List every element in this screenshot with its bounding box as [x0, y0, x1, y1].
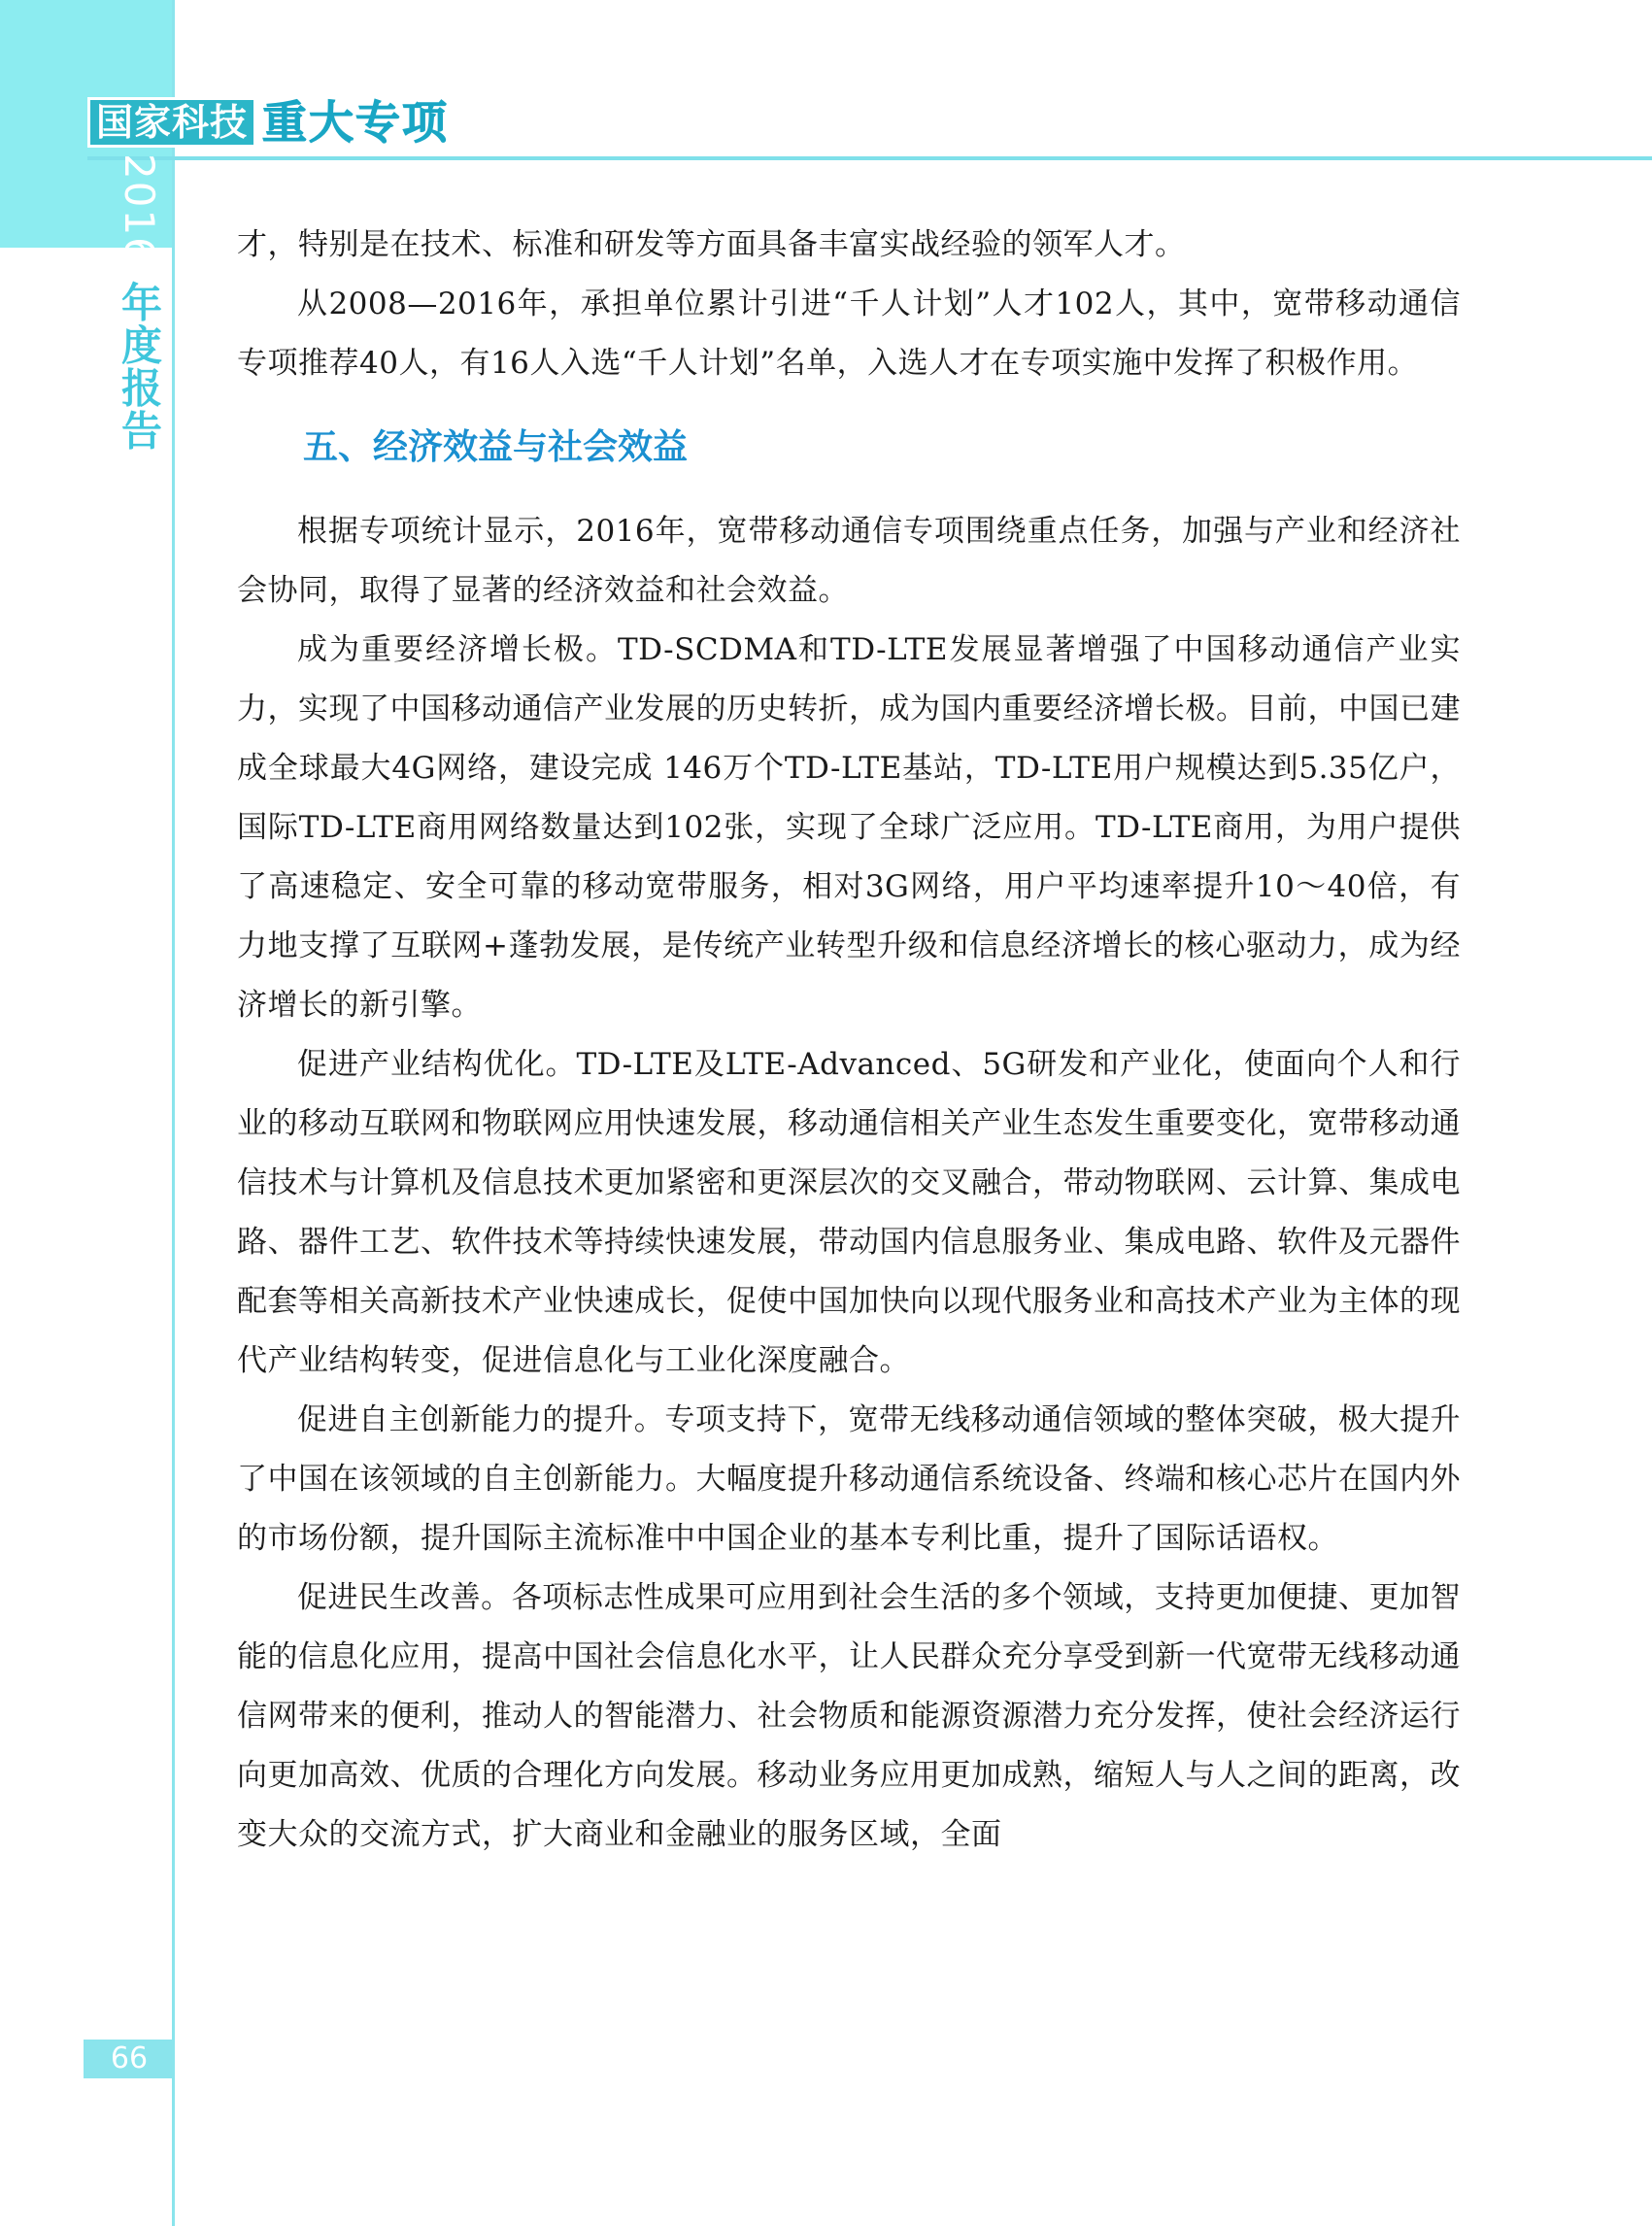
report-title: 年度报告 — [116, 281, 163, 453]
header-brand — [87, 95, 449, 150]
paragraph: 促进产业结构优化。TD-LTE及LTE-Advanced、5G研发和产业化，使面向个人和行业的移动互联网和物联网应用快速发展，移动通信相关产业生态发生重要变化，宽带移动通信技术与计算机及信息技术更加紧密和更深层次的交叉融合，带动物联网、云计算、集成电路、器件工艺、软件技术等持续快速发展，带动国内信息服务业、集成电路、软件及元器件配套等相关高新技术产业快速成长，促使中国加快向以现代服务业和高技术产业为主体的现代产业结构转变，促进信息化与工业化深度融合。 — [237, 1047, 1461, 1378]
paragraph: 根据专项统计显示，2016年，宽带移动通信专项围绕重点任务，加强与产业和经济社会协同，取得了显著的经济效益和社会效益。 — [237, 514, 1461, 608]
paragraph: 从2008—2016年，承担单位累计引进“千人计划”人才102人，其中，宽带移动通信专项推荐40人，有16人入选“千人计划”名单，入选人才在专项实施中发挥了积极作用。 — [237, 287, 1461, 381]
report-year: 2016 — [116, 153, 163, 265]
report-year-vertical — [115, 153, 163, 453]
header-rule — [87, 156, 1652, 160]
paragraph: 促进自主创新能力的提升。专项支持下，宽带无线移动通信领域的整体突破，极大提升了中国在该领域的自主创新能力。大幅度提升移动通信系统设备、终端和核心芯片在国内外的市场份额，提升国际主流标准中中国企业的基本专利比重，提升了国际话语权。 — [237, 1402, 1461, 1556]
paragraph: 才，特别是在技术、标准和研发等方面具备丰富实战经验的领军人才。 — [237, 227, 1186, 262]
sidebar-vertical-line — [172, 0, 175, 2226]
page-content — [237, 216, 1461, 1865]
paragraph: 成为重要经济增长极。TD-SCDMA和TD-LTE发展显著增强了中国移动通信产业实力，实现了中国移动通信产业发展的历史转折，成为国内重要经济增长极。目前，中国已建成全球最大4G网络，建设完成 146万个TD-LTE基站，TD-LTE用户规模达到5.35亿户，国际TD-LTE商用网络数量达到102张，实现了全球广泛应用。TD-LTE商用，为用户提供了高速稳定、安全可靠的移动宽带服务，相对3G网络，用户平均速率提升10～40倍，有力地支撑了互联网+蓬勃发展，是传统产业转型升级和信息经济增长的核心驱动力，成为经济增长的新引擎。 — [237, 632, 1461, 1023]
section-heading: 五、经济效益与社会效益 — [303, 427, 689, 467]
brand-boxed-label: 国家科技 — [87, 97, 256, 148]
brand-main-label: 重大专项 — [262, 96, 450, 149]
paragraph: 促进民生改善。各项标志性成果可应用到社会生活的多个领域，支持更加便捷、更加智能的信息化应用，提高中国社会信息化水平，让人民群众充分享受到新一代宽带无线移动通信网带来的便利，推动人的智能潜力、社会物质和能源资源潜力充分发挥，使社会经济运行向更加高效、优质的合理化方向发展。移动业务应用更加成熟，缩短人与人之间的距离，改变大众的交流方式，扩大商业和金融业的服务区域，全面 — [237, 1580, 1461, 1852]
page-number: 66 — [84, 2040, 175, 2078]
